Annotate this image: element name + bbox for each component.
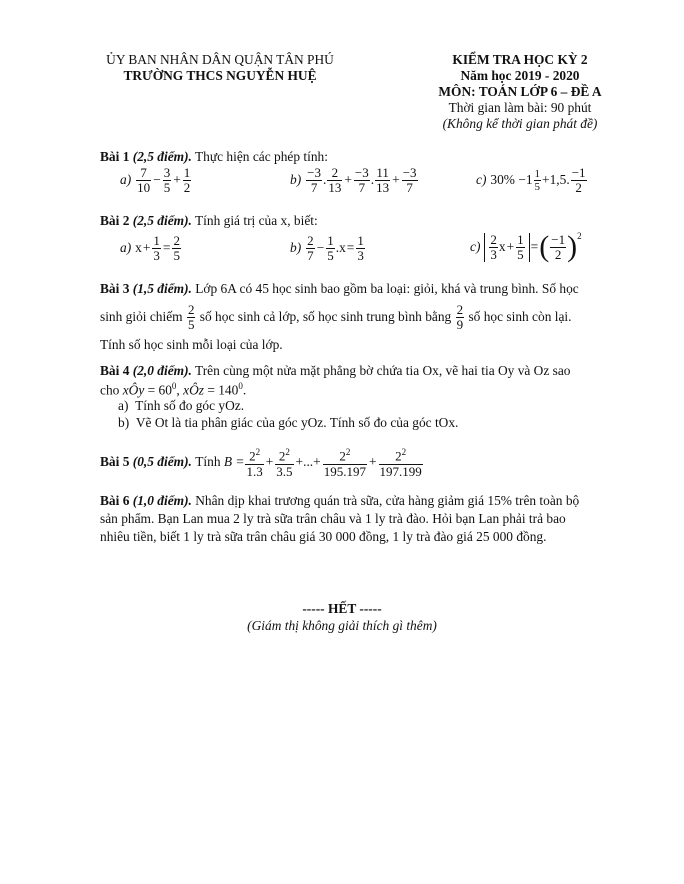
q6-line3: nhiêu tiền, biết 1 ly trà sữa trân châu giá 30 000 đồng, 1 ly trà đào giá 25 000 đồng. [100,529,547,544]
exam-title: KIỂM TRA HỌC KỲ 2 [452,52,588,67]
q1-points: (2,5 điểm). [132,149,192,164]
org-line-1: ỦY BAN NHÂN DÂN QUẬN TÂN PHÚ [106,52,334,67]
q2-b: b) $\frac{2}{7}$ − $\frac{1}{5}$ .x = $\frac{1}{3}$ [290,233,364,263]
q1-c: c) 30% −1 $\frac{1}{5}$ +1,5. $\frac{-1}{2}$ [476,165,586,195]
duration-note: (Không kể thời gian phát đề) [442,116,598,131]
q5: Bài 5 (0,5 điểm). Tính B = $\frac{2^2}{1.3}$ + $\frac{2^2}{3.5}$ +...+ $\frac{2^2}{195.197}$ + $\frac{2^2}{197.199}$ [100,447,422,479]
header-right [420,52,620,132]
end-marker: ----- HẾT ----- [302,601,382,616]
q1-label: Bài 1 [100,149,130,164]
q2-heading: Bài 2 (2,5 điểm). Tính giá trị của x, biết: [100,213,318,228]
q1-b: b) $\frac{-3}{7}$ . $\frac{2}{13}$ + $\frac{-3}{7}$ . $\frac{11}{13}$ + $\frac{-3}{7}$ [290,165,417,195]
q4-line1: Bài 4 (2,0 điểm). Trên cùng một nửa mặt phẳng bờ chứa tia Ox, vẽ hai tia Oy và Oz sao [100,363,571,378]
q3-line2: sinh giỏi chiếm $\frac{2}{5}$ số học sinh cả lớp, số học sinh trung bình bằng $\frac{2}{9}$ số học sinh còn lại. [100,301,572,332]
header-left [90,52,350,84]
angle-xoy: xÔy [122,382,145,398]
q1-expressions [120,166,600,202]
school-year: Năm học 2019 - 2020 [460,68,580,83]
frac: $\frac{1}{2}$ [183,165,191,195]
subject: MÔN: TOÁN LỚP 6 – ĐỀ A [438,84,602,99]
absolute-value: $\frac{2}{3}$ x + $\frac{1}{5}$ [484,233,529,262]
q4-line2: cho xÔy = $60^0$, xÔz = $140^0$. [100,381,247,398]
q2-c: c) $\frac{2}{3}$ x + $\frac{1}{5}$ = ( $\frac{-1}{2}$ ) $^2$ [470,230,582,263]
q1-heading [100,148,600,166]
angle-xoz: xÔz [183,382,204,398]
duration: Thời gian làm bài: 90 phút [448,100,592,115]
school-name: TRƯỜNG THCS NGUYỄN HUỆ [123,68,317,83]
q6-line1: Bài 6 (1,0 điểm). Nhân dịp khai trương quán trà sữa, cửa hàng giảm giá 15% trên toàn bộ [100,493,580,508]
q2-a: a) x + $\frac{1}{3}$ = $\frac{2}{5}$ [120,233,180,263]
q4-part-b: b) Vẽ Ot là tia phân giác của góc yOz. Tính số đo của góc tOx. [118,415,459,430]
frac: $\frac{7}{10}$ [137,165,151,195]
q6-line2: sản phẩm. Bạn Lan mua 2 ly trà sữa trân châu và 1 ly trà đào. Hỏi bạn Lan phải trả bao [100,511,566,526]
frac: $\frac{3}{5}$ [163,165,171,195]
q3-line1: Bài 3 (1,5 điểm). Lớp 6A có 45 học sinh bao gồm ba loại: giỏi, khá và trung bình. Số học [100,281,579,296]
q4-part-a: a) Tính số đo góc yOz. [118,398,245,413]
q1-text: Thực hiện các phép tính: [195,149,328,164]
q2-expressions [120,232,600,272]
q1-a: a) $\frac{7}{10}$ − $\frac{3}{5}$ + $\frac{1}{2}$ [120,165,191,195]
q3-line3: Tính số học sinh mỗi loại của lớp. [100,337,283,352]
footer-note: (Giám thị không giải thích gì thêm) [247,618,437,633]
